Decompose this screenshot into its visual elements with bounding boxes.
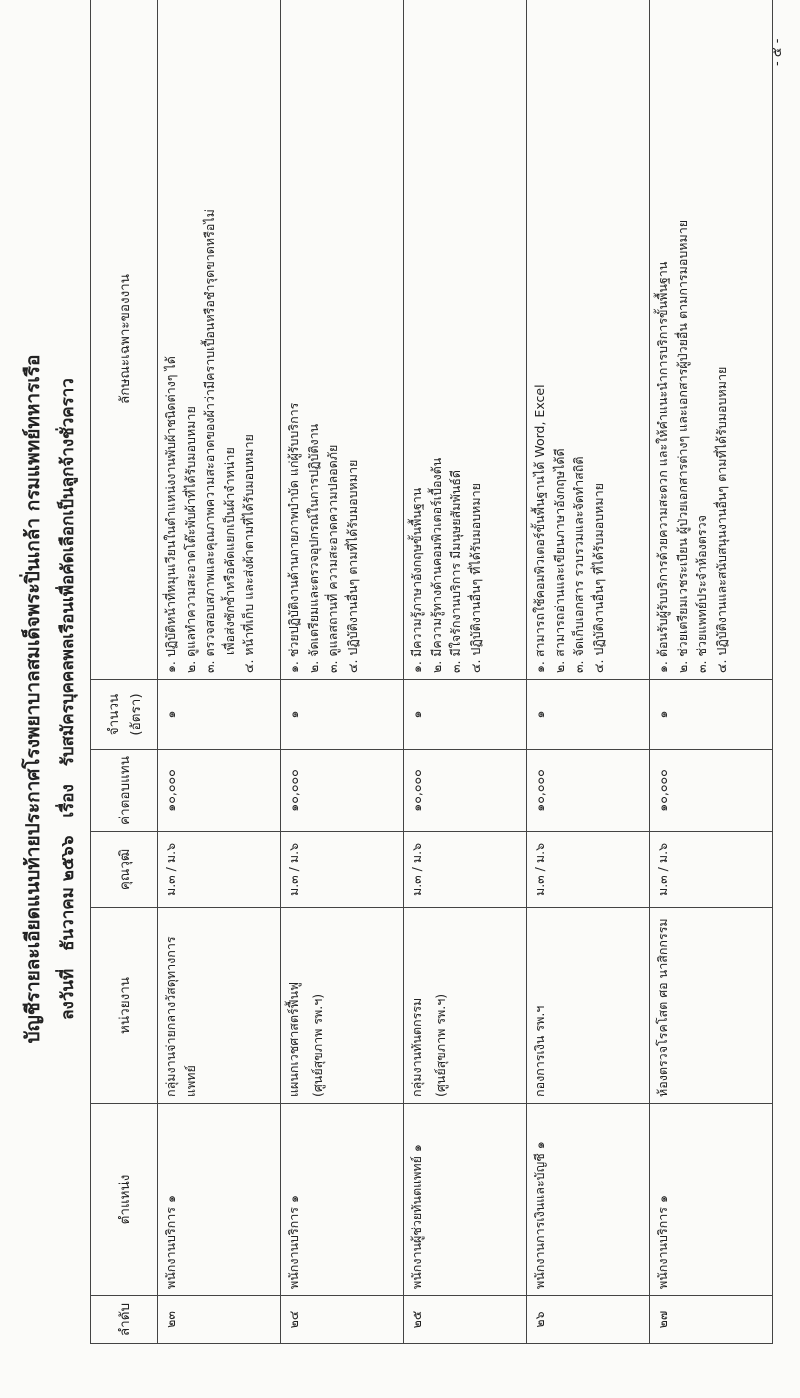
- duty-item: ๒. จัดเตรียมและตรวจอุปกรณ์ในการปฏิบัติงาน: [305, 423, 321, 673]
- header-qualification: คุณวุฒิ: [91, 832, 158, 908]
- row-number: ๒๖: [527, 1296, 650, 1344]
- unit-name: กองการเงิน รพ.ฯ: [532, 1005, 547, 1097]
- unit-name: ห้องตรวจโรคโสต ศอ นาสิกกรรม: [655, 918, 670, 1097]
- unit-sub: (ศูนย์สุขภาพ รพ.ฯ): [310, 993, 325, 1097]
- duty-item: ๔. ปฏิบัติงานอื่นๆ ที่ได้รับมอบหมาย: [467, 483, 483, 673]
- row-position: พนักงานบริการ ๑: [281, 1104, 404, 1296]
- header-unit: หน่วยงาน: [91, 908, 158, 1104]
- date-prefix: ลงวันที่: [58, 968, 78, 1020]
- header-duties: ลักษณะเฉพาะของงาน: [91, 0, 158, 680]
- row-pay: ๑๐,๐๐๐: [404, 750, 527, 832]
- row-qualification: ม.๓ / ม.๖: [158, 832, 281, 908]
- subject-prefix: เรื่อง: [58, 784, 78, 818]
- duty-item: ๓. ดูแลสถานที่ ความสะอาดความปลอดภัย: [325, 444, 340, 673]
- header-no: ลำดับ: [91, 1296, 158, 1344]
- row-unit: [158, 908, 281, 1104]
- duty-item: ๑. สามารถใช้คอมพิวเตอร์ขั้นพื้นฐานได้ Word, Excel: [532, 384, 547, 673]
- row-qualification: ม.๓ / ม.๖: [281, 832, 404, 908]
- row-qualification: ม.๓ / ม.๖: [650, 832, 773, 908]
- table-row: [650, 0, 773, 1344]
- duty-item: ๑. ช่วยปฏิบัติงานด้านกายภาพบำบัด แก่ผู้รับบริการ: [286, 402, 301, 673]
- row-pay: ๑๐,๐๐๐: [281, 750, 404, 832]
- row-count: ๑: [527, 680, 650, 750]
- table-row: [527, 0, 650, 1344]
- duty-item: ๔. ปฏิบัติงานและสนับสนุนงานอื่นๆ ตามที่ได้รับมอบหมาย: [713, 366, 729, 673]
- duty-item: ๑. ต้อนรับผู้รับบริการด้วยความสะดวก และให้คำแนะนำการบริการขั้นพื้นฐาน: [655, 261, 670, 673]
- unit-sub: (ศูนย์สุขภาพ รพ.ฯ): [433, 993, 448, 1097]
- duty-item: ๒. สามารถอ่านและเขียนภาษาอังกฤษได้ดี: [551, 448, 567, 673]
- row-position: พนักงานการเงินและบัญชี ๑: [527, 1104, 650, 1296]
- duty-item: ๓. มีใจรักงานบริการ มีมนุษยสัมพันธ์ดี: [448, 469, 463, 673]
- duty-item: ๒. มีความรู้ทางด้านคอมพิวเตอร์เบื้องต้น: [428, 457, 444, 673]
- table-header-row: [91, 0, 158, 1344]
- row-duties: [404, 0, 527, 680]
- duty-item: ๑. ปฏิบัติหน้าที่หมุนเวียนในตำแหน่งงานพับผ้าชนิดต่างๆ ได้: [163, 356, 178, 673]
- row-position: พนักงานบริการ ๑: [650, 1104, 773, 1296]
- row-duties: [527, 0, 650, 680]
- document-title: บัญชีรายละเอียดแนบท้ายประกาศโรงพยาบาลสมเด็จพระปิ่นเกล้า กรมแพทย์ทหารเรือ: [22, 354, 44, 1044]
- duty-item: ๒. ช่วยเตรียมเวชระเบียน ผู้ป่วยเอกสารต่างๆ และเอกสารผู้ป่วยอื่น ตามการมอบหมาย: [674, 219, 690, 673]
- row-count: ๑: [281, 680, 404, 750]
- row-number: ๒๗: [650, 1296, 773, 1344]
- row-qualification: ม.๓ / ม.๖: [404, 832, 527, 908]
- duty-item: ๓. จัดเก็บเอกสาร รวบรวมและจัดทำสถิติ: [571, 456, 586, 673]
- duty-item: ๑. มีความรู้ภาษาอังกฤษขั้นพื้นฐาน: [409, 487, 424, 673]
- document-subtitle: [54, 0, 81, 1398]
- row-count: ๑: [650, 680, 773, 750]
- row-unit: [527, 908, 650, 1104]
- duty-item: ๔. ปฏิบัติงานอื่นๆ ที่ได้รับมอบหมาย: [590, 483, 606, 673]
- unit-name: แผนกเวชศาสตร์ฟื้นฟู: [286, 982, 301, 1097]
- row-position: พนักงานผู้ช่วยทันตแพทย์ ๑: [404, 1104, 527, 1296]
- row-unit: [404, 908, 527, 1104]
- header-count: จำนวน (อัตรา): [91, 680, 158, 750]
- row-duties: [281, 0, 404, 680]
- table-row: [404, 0, 527, 1344]
- page-number: - ๕ -: [770, 38, 785, 66]
- duty-item: ๓. ช่วยแพทย์ประจำห้องตรวจ: [694, 515, 709, 673]
- duty-item: ๒. ดูแลทำความสะอาดโต๊ะพับผ้าที่ได้รับมอบหมาย: [182, 406, 198, 673]
- position-table: [90, 0, 773, 1344]
- row-pay: ๑๐,๐๐๐: [527, 750, 650, 832]
- header-pay: ค่าตอบแทน: [91, 750, 158, 832]
- row-duties: [158, 0, 281, 680]
- row-position: พนักงานบริการ ๑: [158, 1104, 281, 1296]
- row-number: ๒๔: [281, 1296, 404, 1344]
- row-count: ๑: [158, 680, 281, 750]
- header-position: ตำแหน่ง: [91, 1104, 158, 1296]
- row-unit: [650, 908, 773, 1104]
- duty-item: ๔. หน้าที่เก็บ และส่งผ้าตามที่ได้รับมอบหมาย: [241, 434, 256, 673]
- row-number: ๒๕: [404, 1296, 527, 1344]
- unit-name: กลุ่มงานจ่ายกลางวัสดุทางการแพทย์: [163, 936, 198, 1097]
- row-pay: ๑๐,๐๐๐: [158, 750, 281, 832]
- unit-name: กลุ่มงานทันตกรรม: [409, 997, 424, 1097]
- table-row: [158, 0, 281, 1344]
- row-qualification: ม.๓ / ม.๖: [527, 832, 650, 908]
- duty-item: เพื่อส่งซักซ้ำหรือคัดแยกเป็นผ้าจำหน่าย: [221, 447, 237, 655]
- date-value: ธันวาคม ๒๕๖๖: [58, 835, 78, 951]
- row-pay: ๑๐,๐๐๐: [650, 750, 773, 832]
- row-unit: [281, 908, 404, 1104]
- table-row: [281, 0, 404, 1344]
- row-duties: [650, 0, 773, 680]
- subject-text: รับสมัครบุคคลพลเรือนเพื่อคัดเลือกเป็นลูกจ้างชั่วคราว: [58, 378, 78, 767]
- duty-item: ๔. ปฏิบัติงานอื่นๆ ตามที่ได้รับมอบหมาย: [344, 459, 360, 673]
- duty-item: ๓. ตรวจสอบสภาพและคุณภาพความสะอาดของผ้าว่ามีคราบเปื้อนหรือชำรุดขาดหรือไม่: [202, 209, 217, 673]
- row-number: ๒๓: [158, 1296, 281, 1344]
- row-count: ๑: [404, 680, 527, 750]
